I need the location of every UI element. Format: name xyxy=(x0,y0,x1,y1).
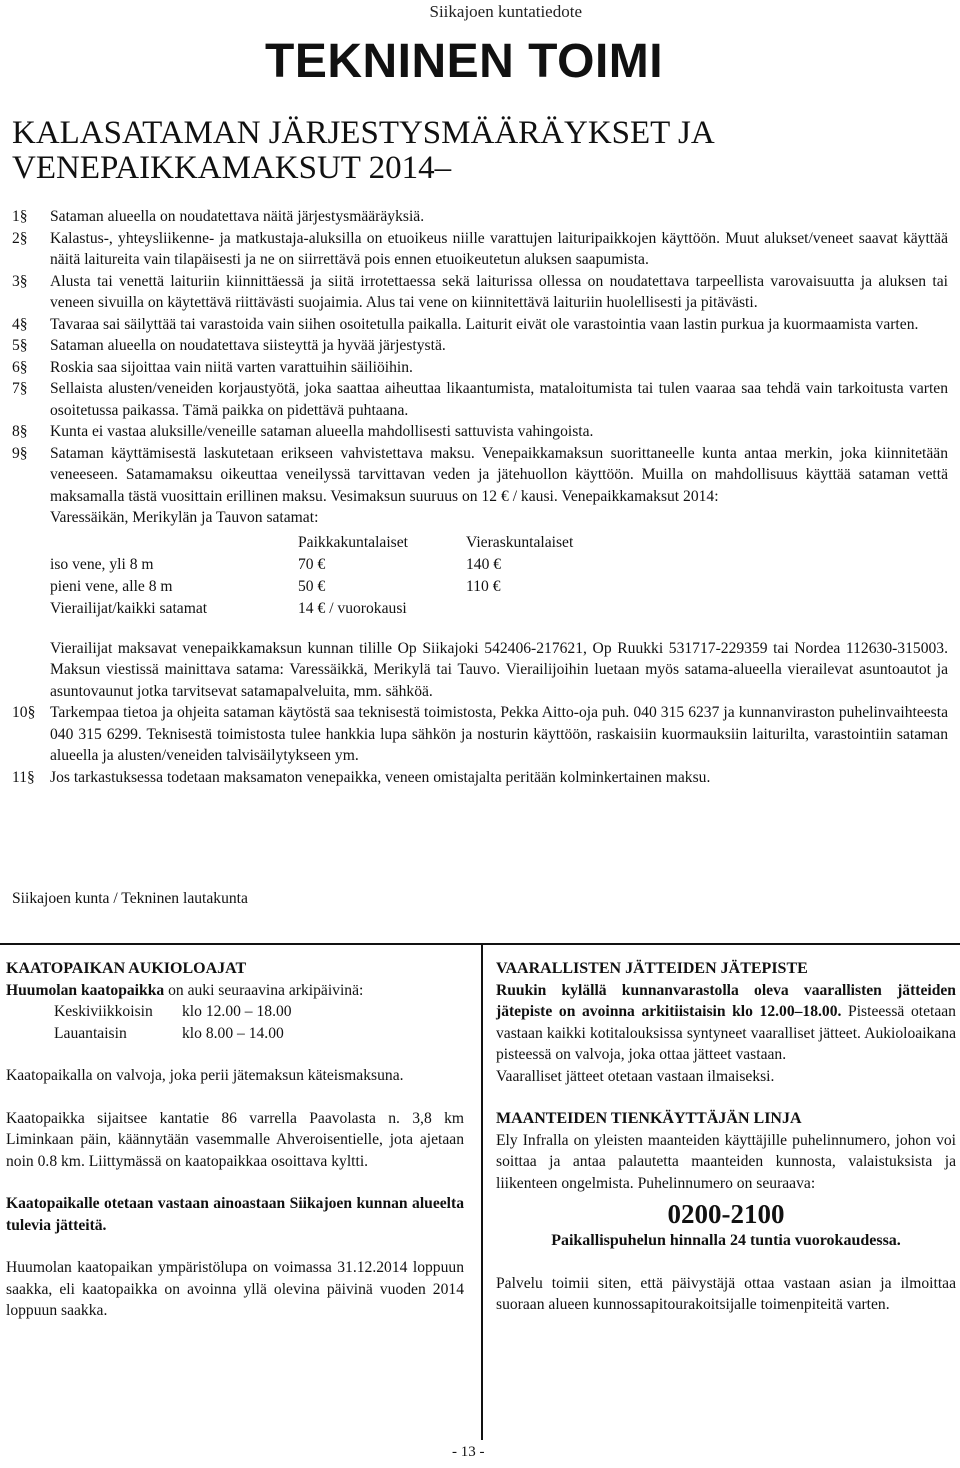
rule-text: Kalastus-, yhteysliikenne- ja matkustaja-aluksilla on etuoikeus niille varattujen laituripaikkojen käyttöön. Muut alukset/veneet saavat käyttää näitä laitureita vain tilapäisesti ja ne on siirrettävä pois ennen etuoikeutetun aluksen saapumista. xyxy=(50,229,948,268)
rule-text: Tarkempaa tietoa ja ohjeita sataman käytöstä saa teknisestä toimistosta, Pekka Aitto-oja puh. 040 315 6237 ja kunnanviraston puhelinvaihteesta 040 315 6299. Teknisestä toimistosta tulee hankkia lupa sähkön ja nosturin käyttöön, raskaisiin kuormauksiin laiturilta, varastointiin sataman alueella ja alusten/veneiden talvisäilytykseen ym. xyxy=(50,704,948,764)
rule-number: 10§ xyxy=(12,704,36,721)
rule-item xyxy=(12,767,948,789)
hazardous-waste-free: Vaaralliset jätteet otetaan vastaan ilmaiseksi. xyxy=(496,1067,775,1085)
hazardous-waste-text xyxy=(496,980,956,1066)
rule-text: Roskia saa sijoittaa vain niitä varten varattuihin säiliöihin. xyxy=(50,358,413,376)
fee-cell: pieni vene, alle 8 m xyxy=(50,577,173,595)
signature: Siikajoen kunta / Tekninen lautakunta xyxy=(12,890,248,907)
landfill-name: Huumolan kaatopaikka xyxy=(6,981,165,999)
rule-text: Jos tarkastuksessa todetaan maksamaton venepaikka, veneen omistajalta peritään kolminkertainen maksu. xyxy=(50,768,711,786)
harbour-rules xyxy=(12,206,948,788)
hours-row xyxy=(6,1023,464,1045)
rule-item xyxy=(12,421,948,443)
landfill-hours-box xyxy=(6,958,464,1322)
landfill-text: Kaatopaikalla on valvoja, joka perii jätemaksun käteismaksuna. xyxy=(6,1067,404,1084)
landfill-intro xyxy=(6,980,464,1002)
hazardous-waste-box xyxy=(496,958,956,1316)
rule-number: 2§ xyxy=(12,229,28,247)
harbours-label: Varessäikän, Merikylän ja Tauvon satamat: xyxy=(50,509,319,526)
phone-number: 0200-2100 xyxy=(667,1199,785,1229)
rule-text: Kunta ei vastaa aluksille/veneille sataman alueella mahdollisesti sattuvista vahingoista. xyxy=(50,423,594,440)
publication-name: Siikajoen kuntatiedote xyxy=(429,2,582,21)
rule-text: Sataman käyttämisestä laskutetaan erikseen vahvistettava maksu. Venepaikkamaksun suorittaneelle kunta antaa merkin, joka kiinnitetään veneeseen. Satamamaksu oikeuttaa veneilyssä tarvittavan veden ja jätehuollon käyttöön. Muilla on mahdollisuus käyttää sataman vettä maksamalla tästä vuosittain erillinen maksu. Vesimaksun suuruus on 12 € / kausi. Venepaikkamaksut 2014: xyxy=(50,444,948,505)
rule-item xyxy=(12,357,948,379)
hours-time: klo 12.00 – 18.00 xyxy=(182,1003,292,1020)
fee-table xyxy=(50,532,646,620)
hazardous-waste-details: Pisteessä otetaan vastaan kaikki kotitalouksissa syntyneet vaaralliset jätteet. Aukioloaikana pisteessä on valvoja, joka ottaa jätteet vastaan. xyxy=(496,1003,956,1063)
rule-number: 9§ xyxy=(12,444,28,462)
rule-number: 7§ xyxy=(12,380,28,397)
fee-cell: 70 € xyxy=(298,555,326,573)
page-number: - 13 - xyxy=(452,1444,485,1460)
divider xyxy=(0,943,960,945)
rule-number: 11§ xyxy=(12,768,35,786)
rule-text: Tavaraa sai säilyttää tai varastoida vain siihen osoitetulla paikalla. Laiturit eivät ole varastointia vaan lastin purkua ja kuormaamista varten. xyxy=(50,315,919,333)
hours-row xyxy=(6,1001,464,1023)
table-row xyxy=(50,598,646,620)
fee-cell: iso vene, yli 8 m xyxy=(50,555,154,573)
fee-header-cell: Vieraskuntalaiset xyxy=(466,533,574,551)
hours-time: klo 8.00 – 14.00 xyxy=(182,1024,284,1042)
fee-cell: 14 € / vuorokausi xyxy=(298,599,407,617)
rule-item xyxy=(12,378,948,421)
fee-cell: 140 € xyxy=(466,555,502,573)
rule-item xyxy=(12,702,948,767)
table-row xyxy=(50,576,646,598)
phone-caption: Paikallispuhelun hinnalla 24 tuntia vuorokaudessa. xyxy=(551,1232,901,1249)
rule-number: 8§ xyxy=(12,423,28,440)
fee-cell: 50 € xyxy=(298,577,326,595)
rule-text: Sataman alueella on noudatettava siisteyttä ja hyvää järjestystä. xyxy=(50,337,446,354)
hours-day: Keskiviikkoisin xyxy=(54,1003,153,1020)
rule-item xyxy=(12,206,948,228)
road-line-service: Palvelu toimii siten, että päivystäjä ottaa vastaan asian ja ilmoittaa suoraan alueen kunnossapitourakoitsijalle toimenpiteitä varten. xyxy=(496,1274,956,1313)
fee-header-cell xyxy=(50,532,298,554)
fee-cell xyxy=(466,598,646,620)
section-title: KALASATAMAN JÄRJESTYSMÄÄRÄYKSET JA VENEPAIKKAMAKSUT 2014– xyxy=(12,115,713,186)
landfill-title: KAATOPAIKAN AUKIOLOAJAT xyxy=(6,960,247,977)
landfill-directions: Kaatopaikka sijaitsee kantatie 86 varrella Paavolasta n. 3,8 km Liminkaan päin, käännytään vasemmalle Ahveroisentielle, jota ajetaan noin 0.8 km. Liittymässä on kaatopaikkaa osoittava kyltti. xyxy=(6,1109,464,1170)
rule-text: Sellaista alusten/veneiden korjaustyötä, joka saattaa aiheuttaa likaantumista, mataloitumista tai tulen vaaraa saa tehdä vain tarkoitusta varten osoitetussa paikassa. Tämä paikka on pidettävä puhtaana. xyxy=(50,380,948,419)
landfill-intro-text: on auki seuraavina arkipäivinä: xyxy=(164,981,364,999)
fee-header-cell: Paikkakuntalaiset xyxy=(298,533,408,551)
rule-text: Sataman alueella on noudatettava näitä järjestysmääräyksiä. xyxy=(50,208,425,225)
rule-number: 5§ xyxy=(12,337,28,354)
visitors-payment-text: Vierailijat maksavat venepaikkamaksun kunnan tilille Op Siikajoki 542406-217621, Op Ruukki 531717-229359 tai Nordea 112630-315003. Maksun viestissä mainittava satama: Varessäikkä, Merikylä tai Tauvo. Vierailijoihin luetaan myös satama-alueella vierailevat asuntoautot ja asuntovaunut jotka tarvitsevat satamapalveluita, mm. sähköä. xyxy=(50,639,948,700)
rule-text: Alusta tai venettä laituriin kiinnittäessä ja siitä irrotettaessa sekä laiturissa ollessa on noudatettava tarpeellista varovaisuutta ja aluksen tai veneen sivuilla on käytettävä riittävästi suojaimia. Alus tai vene on kiinnitettävä laituriin huolellisesti ja pitävästi. xyxy=(50,272,948,311)
landfill-notice: Kaatopaikalle otetaan vastaan ainoastaan Siikajoen kunnan alueelta tulevia jätteitä. xyxy=(6,1195,464,1234)
rule-number: 6§ xyxy=(12,358,28,376)
rule-number: 3§ xyxy=(12,272,28,290)
rule-item xyxy=(12,228,948,271)
fee-cell: 110 € xyxy=(466,577,501,595)
landfill-permit: Huumolan kaatopaikan ympäristölupa on voimassa 31.12.2014 loppuun saakka, eli kaatopaikka on avoinna yllä olevina päivinä vuoden 2014 loppuun saakka. xyxy=(6,1259,464,1319)
hours-day: Lauantaisin xyxy=(54,1024,127,1042)
rule-item-fees xyxy=(12,443,948,703)
page-title: TEKNINEN TOIMI xyxy=(265,35,664,88)
column-divider xyxy=(481,945,483,1440)
fee-table-header xyxy=(50,532,646,554)
rule-number: 4§ xyxy=(12,315,28,333)
road-line-text: Ely Infralla on yleisten maanteiden käyttäjille puhelinnumero, johon voi soittaa ja antaa palautetta maanteiden kunnosta, valaistuksista ja liikenteen ongelmista. Puhelinnumero on seuraava: xyxy=(496,1131,956,1192)
table-row xyxy=(50,554,646,576)
hazardous-waste-hours: Ruukin kylällä kunnanvarastolla oleva vaarallisten jätteiden jätepiste on avoinna arkitiistaisin klo 12.00–18.00. xyxy=(496,981,956,1020)
rule-item xyxy=(12,271,948,314)
rule-item xyxy=(12,335,948,357)
rule-item xyxy=(12,314,948,336)
fee-cell: Vierailijat/kaikki satamat xyxy=(50,599,208,617)
rule-number: 1§ xyxy=(12,208,28,225)
hazardous-waste-title: VAARALLISTEN JÄTTEIDEN JÄTEPISTE xyxy=(496,960,808,977)
road-line-title: MAANTEIDEN TIENKÄYTTÄJÄN LINJA xyxy=(496,1110,802,1127)
